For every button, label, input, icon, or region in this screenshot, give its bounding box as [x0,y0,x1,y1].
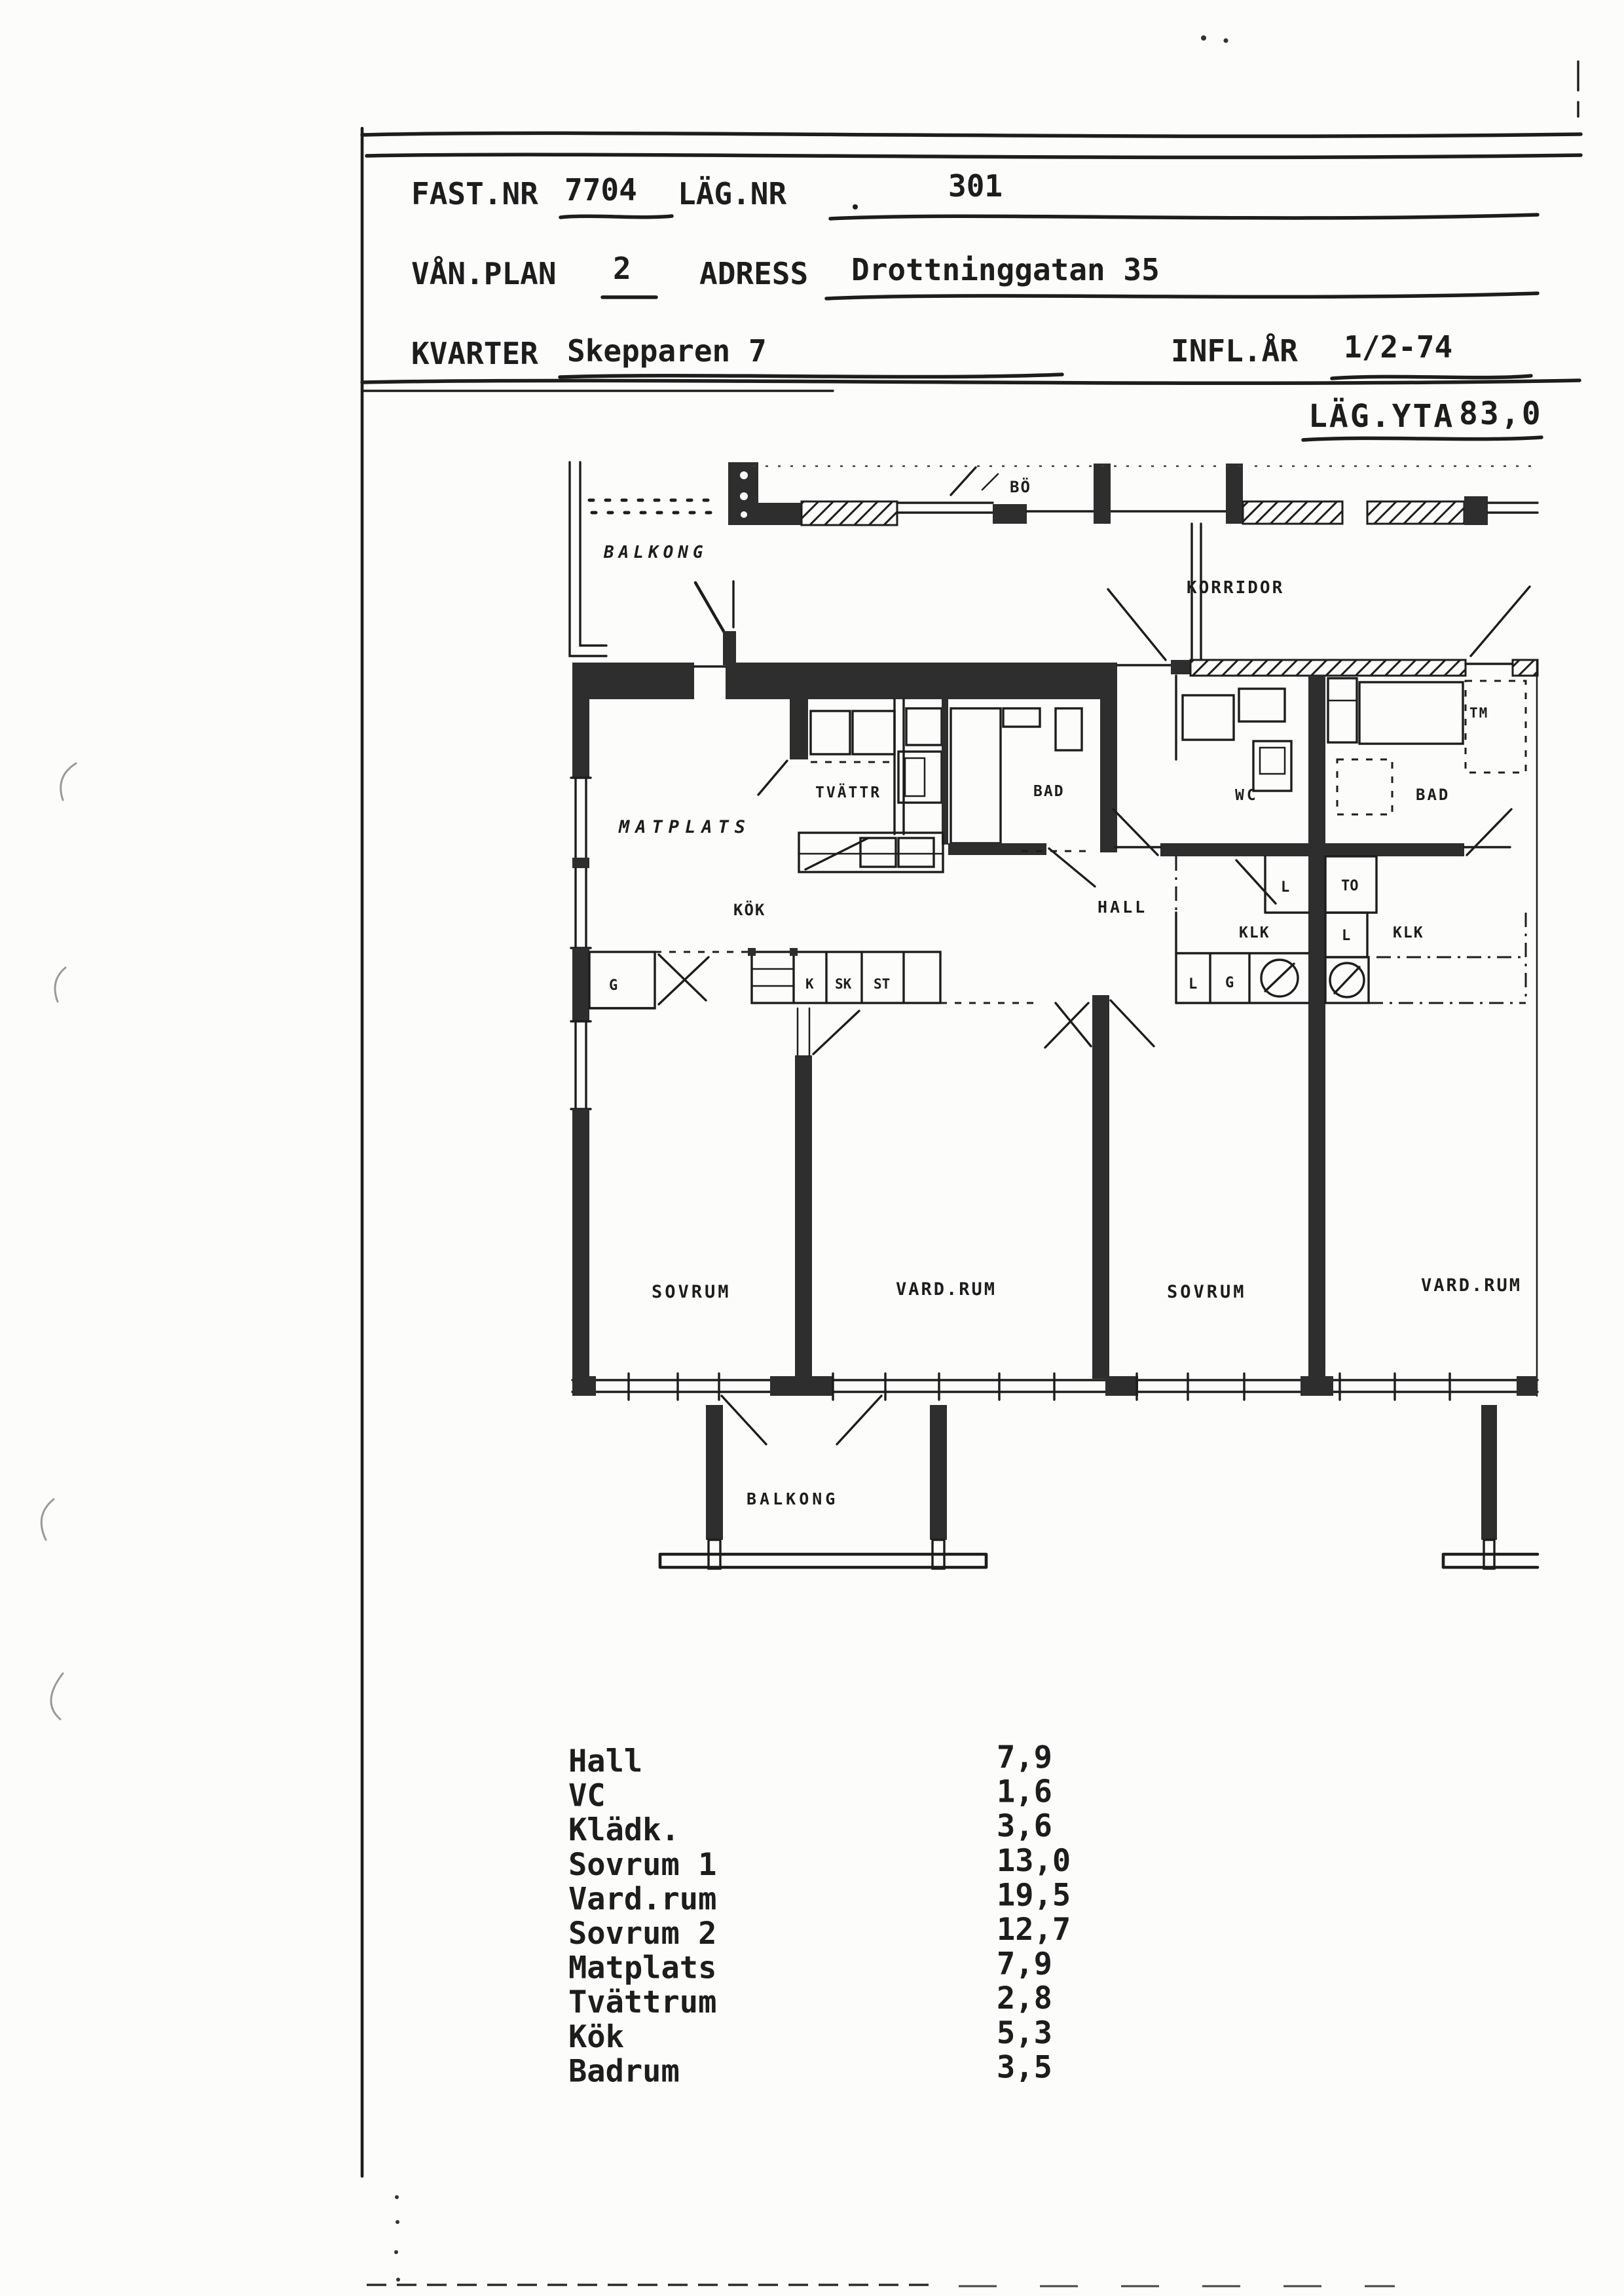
dashed-closet-lines [1369,913,1526,1003]
field-label-v-n-plan: VÅN.PLAN [411,256,557,291]
wall-segment [1517,1376,1538,1396]
wall-post [1094,464,1111,524]
field-label-kvarter: KVARTER [411,336,538,371]
cabinet-shelves [752,969,794,986]
room-area: 13,0 [997,1842,1071,1879]
room-area: 1,6 [997,1774,1052,1810]
door-swing [758,761,787,795]
door-post [723,631,736,665]
table-row [568,1774,1052,1814]
wall-segment [1301,1376,1333,1396]
wall-segment [1325,843,1464,856]
field-label-l-g-nr: LÄG.NR [678,176,787,211]
balcony-rail-bottom [1443,1554,1538,1567]
wall-segment [770,1376,833,1396]
hatched-wall [1243,501,1342,524]
plan-room-labels [603,477,1522,1508]
pen-mark [982,474,998,490]
wall-segment [572,1109,589,1396]
wall-tick [748,948,756,956]
plan-label-to: TO [1341,878,1359,894]
room-area: 7,9 [997,1740,1052,1776]
door-jamb [798,1008,809,1055]
margin-pen-mark [51,1673,63,1719]
room-name: VC [568,1777,606,1814]
room-area: 3,5 [997,2049,1052,2086]
plan-label-tv-ttr: TVÄTTR [815,784,882,801]
wall-segment [942,699,948,845]
wall-segment [1464,496,1488,525]
room-area: 5,3 [997,2014,1052,2051]
hatched-wall [1190,660,1466,676]
field-label-adress: ADRESS [699,256,809,291]
table-row [568,1808,1052,1848]
plan-label-k: K [805,976,814,992]
wall-vent-dot [740,471,748,479]
underline-inflar [1332,376,1531,378]
balcony-door-swing [722,1396,766,1444]
wall-tick [790,948,798,956]
footer-dot [394,2250,398,2254]
plan-label-l: L [1342,928,1351,944]
plan-label-hall: HALL [1098,898,1148,917]
entry-door-swing [1108,589,1166,660]
apartment-dividing-wall [1308,676,1325,1380]
room-name: Matplats [568,1950,717,1986]
wall-segment [572,699,589,778]
margin-pen-mark [55,968,65,1002]
footer-dot [396,2220,399,2224]
wall-post [1226,464,1243,524]
room-area: 12,7 [997,1912,1071,1948]
plan-label-klk: KLK [1239,924,1270,941]
plan-label-vard-rum: VARD.RUM [896,1279,997,1300]
door-swing-pair [1045,1003,1091,1048]
table-row [568,1980,1052,2020]
fixture [1003,708,1040,727]
field-value-infl-r: 1/2-74 [1344,329,1453,365]
fixture-inner [905,758,925,796]
plan-label-klk: KLK [1393,924,1424,941]
room-name: Badrum [568,2053,680,2090]
wall-segment [728,503,802,525]
corridor-window [897,503,993,513]
plan-label-matplats: MATPLATS [619,817,752,837]
window-tick [571,1021,591,1109]
plan-label-sk: SK [835,976,852,992]
room-name: Klädk. [568,1812,680,1849]
header-separator-rule [362,380,1579,383]
plan-label-bad: BAD [1033,783,1065,800]
room-name: Hall [568,1743,643,1779]
header-text [411,168,1543,435]
appliance [811,711,850,754]
wall-segment [572,1376,596,1396]
balcony-door-swing [837,1396,881,1444]
table-row [568,1912,1071,1952]
field-value-fast-nr: 7704 [564,172,637,208]
scan-speck [1224,39,1228,43]
balcony-rail [570,462,606,656]
room-area: 7,9 [997,1946,1052,1982]
balcony-post [706,1405,723,1540]
wall-segment [1105,1376,1138,1396]
plan-label-balkong: BALKONG [604,543,708,562]
top-rule-2 [367,155,1581,157]
plan-label-sovrum: SOVRUM [652,1282,731,1302]
door-swing [1049,848,1095,886]
floor-drain-slash [1265,964,1294,991]
plan-label-korridor: KORRIDOR [1187,578,1285,598]
balcony-door-leaf [695,583,724,632]
tm-dashed-box [1466,681,1526,773]
room-area: 19,5 [997,1877,1071,1914]
closet-g [589,952,655,1008]
corridor-window [1488,503,1538,513]
fixture [1239,689,1285,721]
window [576,1021,586,1109]
washbasin [1183,695,1234,740]
room-area: 2,8 [997,1980,1052,2017]
top-rule-1 [362,133,1581,136]
sink [860,838,896,867]
room-name: Sovrum 1 [568,1846,717,1883]
underline-lagyta [1303,437,1541,440]
wall-segment [1100,676,1117,852]
hatched-wall [802,501,897,525]
room-name: Kök [568,2018,624,2055]
underline-kvarter [560,374,1062,377]
bathtub [1359,682,1463,744]
wall-segment [572,948,589,1021]
floor-drain-slash [1335,967,1359,993]
margin-pen-mark [41,1499,54,1540]
field-value-v-n-plan: 2 [613,251,631,286]
plan-label-bad: BAD [1416,786,1450,804]
table-row [568,1843,1071,1883]
balcony-post [930,1405,947,1540]
door-swing [659,955,709,1004]
plan-label-b: BÖ [1010,478,1031,496]
underline-lagnr [830,215,1538,219]
table-row [568,1946,1052,1986]
hatched-wall [1367,501,1464,524]
room-name: Tvättrum [568,1984,717,2021]
hatched-wall [1513,660,1538,676]
footer-dot [396,2278,400,2282]
wall-segment [993,504,1027,524]
plan-label-l: L [1189,976,1198,993]
field-value-kvarter: Skepparen 7 [567,333,767,369]
field-value-l-g-nr: 301 [948,168,1003,204]
fixture [906,708,942,745]
footer-dot [395,2195,399,2199]
floor-plan [570,462,1538,1569]
wall-segment [948,843,1046,855]
partition-wall [1092,995,1109,1379]
room-area: 3,6 [997,1808,1052,1845]
table-row [568,2049,1052,2089]
table-row [568,1877,1071,1917]
field-label-fast-nr: FAST.NR [411,176,538,211]
plan-label-l: L [1281,879,1290,896]
closet-shelves [1328,678,1357,742]
plan-label-g: G [609,977,618,994]
window-mullion [572,858,589,868]
plan-label-g: G [1225,975,1234,991]
field-value-adress: Drottninggatan 35 [851,252,1160,287]
plan-label-balkong: BALKONG [747,1489,839,1508]
door-swing [1111,1000,1154,1046]
wall-segment [1160,843,1308,856]
plan-label-st: ST [874,976,891,992]
stray-dot [853,204,858,210]
plan-label-sovrum: SOVRUM [1167,1282,1247,1302]
door-swing [1236,860,1276,903]
toilet [1253,741,1291,791]
plan-label-vard-rum: VARD.RUM [1421,1275,1522,1296]
toilet-inner [1260,748,1285,774]
partition-wall [795,1055,812,1379]
field-label-infl-r: INFL.ÅR [1171,333,1298,369]
area-label: LÄG.YTA [1308,398,1455,435]
door-swing [813,1011,859,1054]
washbasin [1056,708,1082,750]
sink [898,838,934,867]
wall-vent-dot [741,511,747,518]
area-value: 83,0 [1459,395,1543,432]
margin-pen-mark [61,763,76,800]
underline-fastnr [561,216,672,217]
wall-vent-dot [740,492,748,500]
entry-door-swing [1471,587,1530,656]
room-name: Vard.rum [568,1881,717,1918]
wall-segment [790,699,808,759]
plan-label-k-k: KÖK [733,901,766,919]
plan-label-wc: WC [1235,787,1259,804]
table-row [568,1740,1052,1779]
underline-adress [826,293,1538,299]
plan-label-tm: TM [1469,705,1489,721]
wall-segment [1171,660,1190,674]
shower-dashed-box [1337,759,1392,814]
balcony-rail-inner [580,462,606,646]
appliance [853,711,895,754]
wall-segment [572,663,694,699]
room-name: Sovrum 2 [568,1916,717,1952]
bathtub [951,708,1001,843]
table-row [568,2015,1052,2055]
wall-segment [726,663,1117,699]
pen-mark [951,467,976,495]
room-area-table [568,1740,1071,2089]
scan-speck [1201,35,1206,41]
balcony-post [1481,1405,1497,1540]
